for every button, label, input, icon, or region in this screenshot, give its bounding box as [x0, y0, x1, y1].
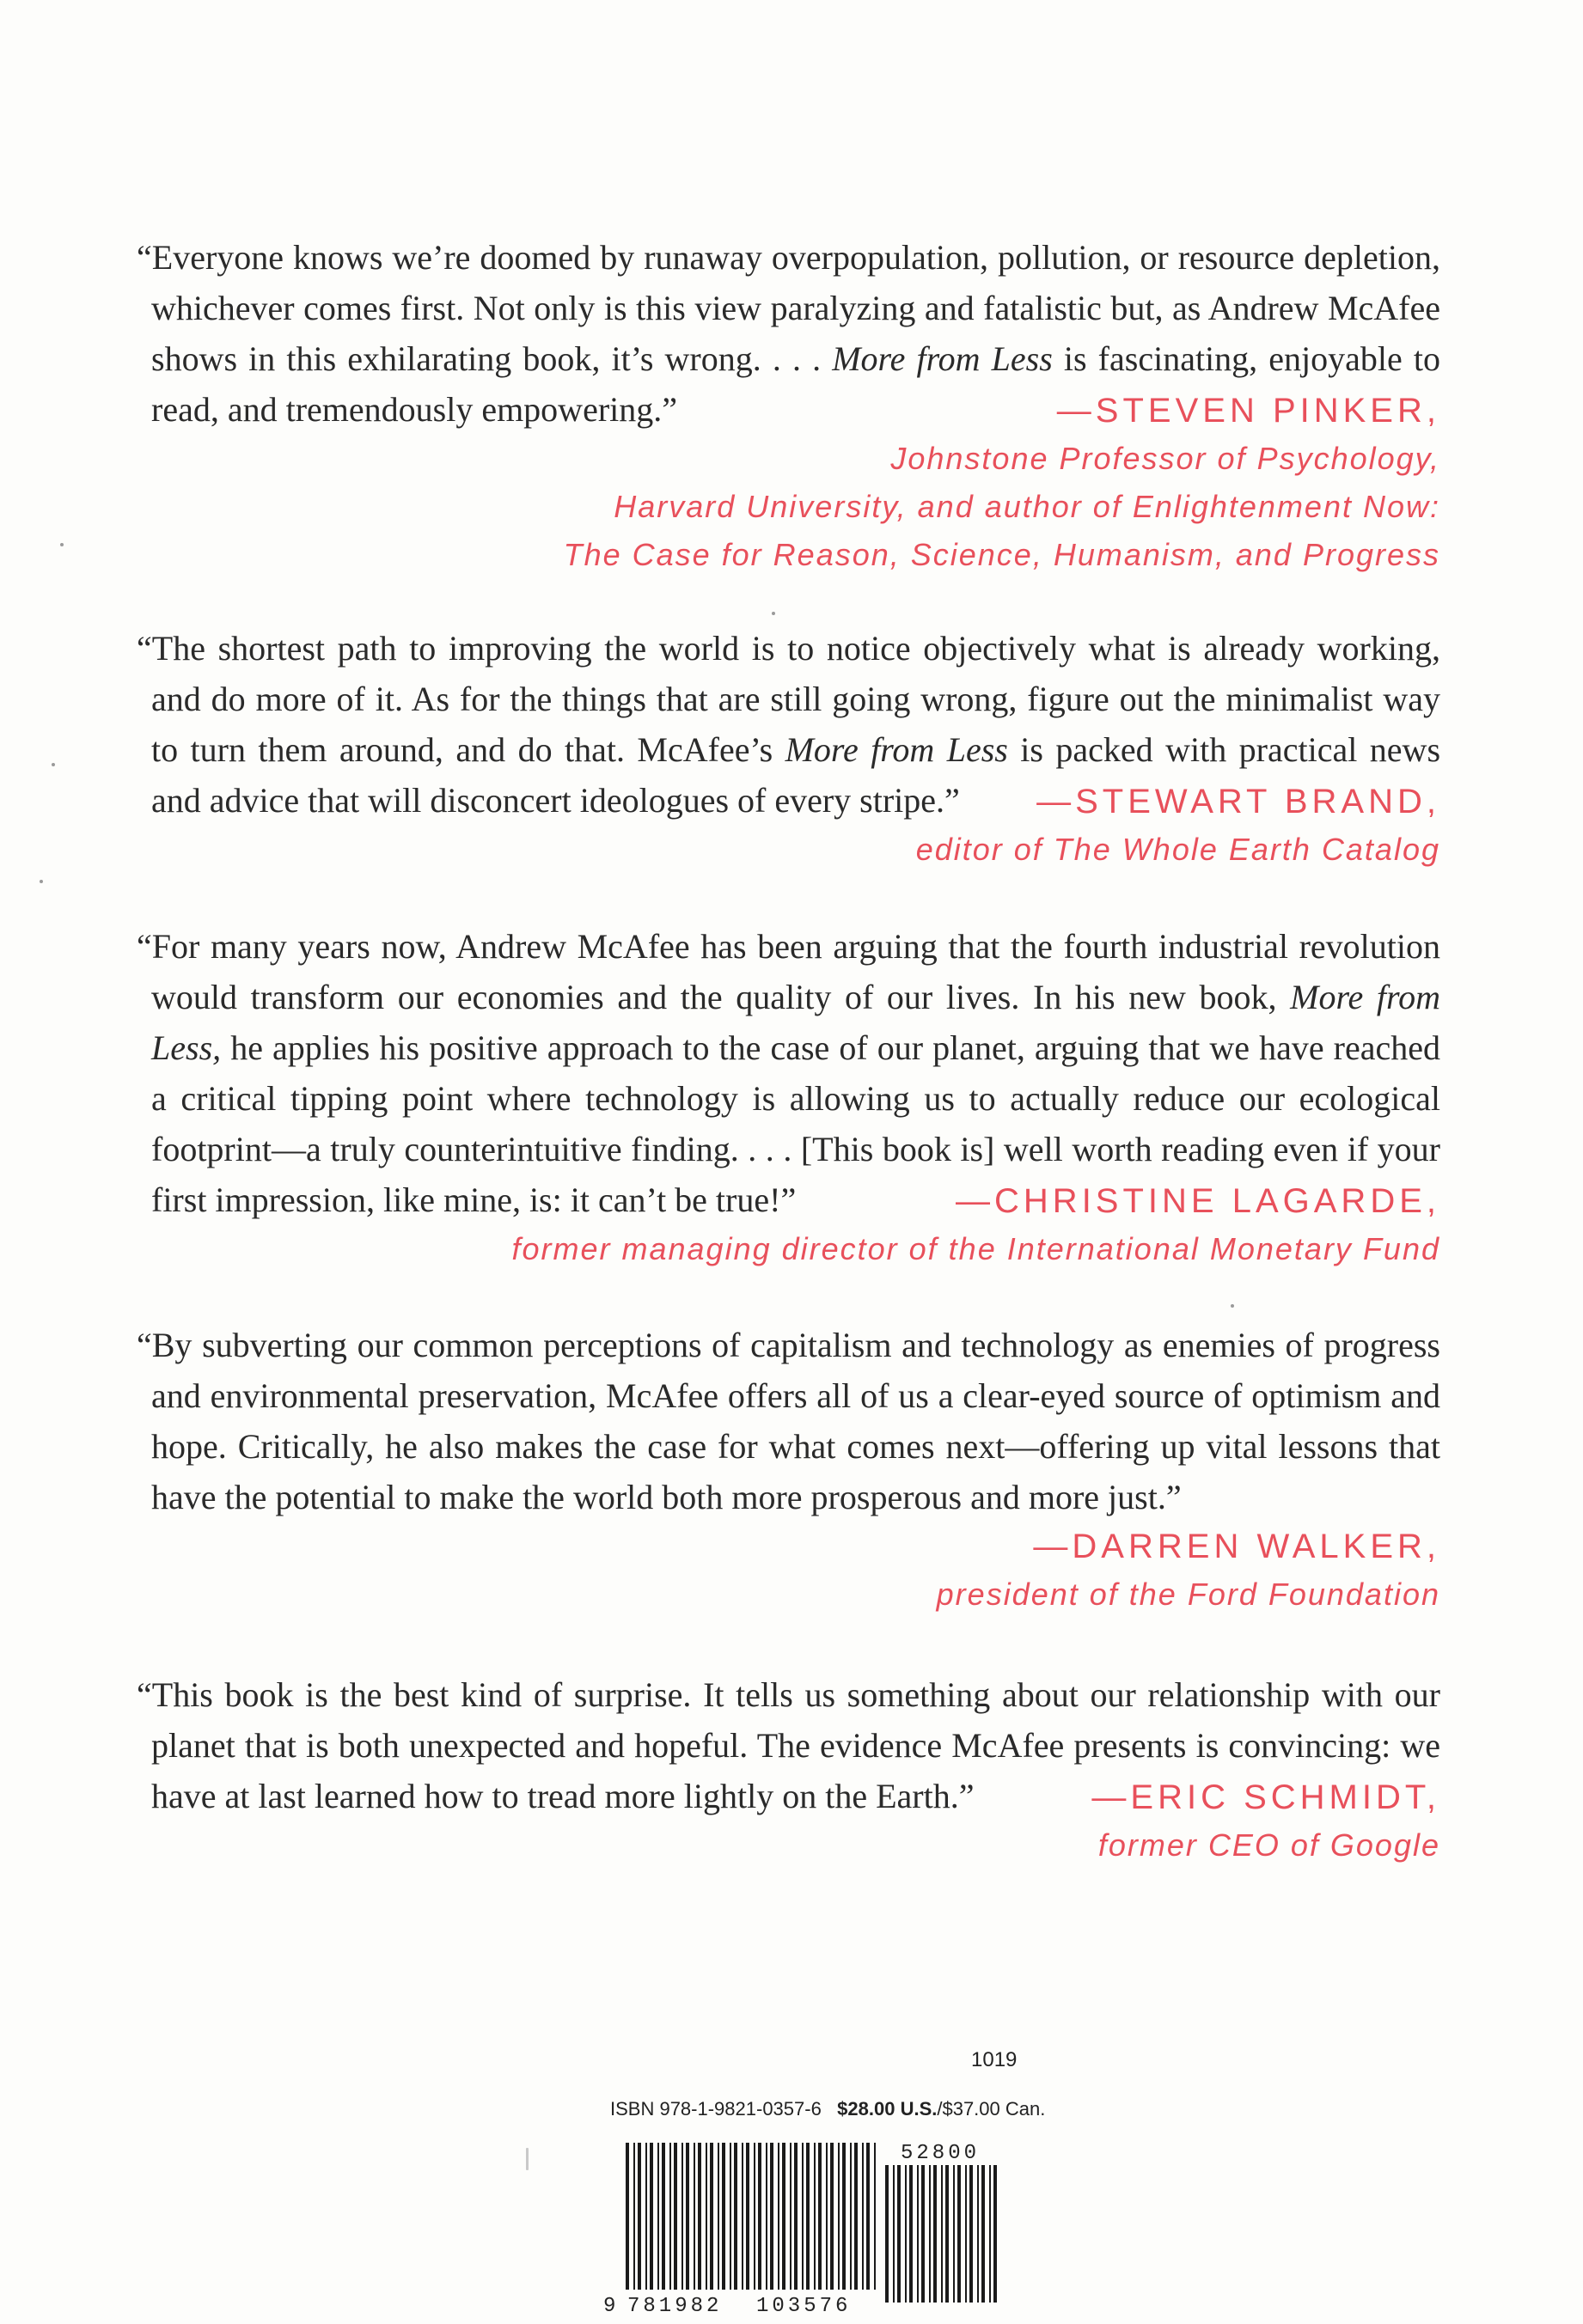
- barcode-bar: [933, 2165, 937, 2303]
- barcode-bar: [802, 2143, 804, 2290]
- attribution-name: —STEVEN PINKER,: [1056, 392, 1440, 430]
- barcode-bar: [657, 2143, 659, 2290]
- attribution-title: Johnstone Professor of Psychology,: [890, 441, 1440, 476]
- blurb-quote: “The shortest path to improving the world is to notice objectively what is already working, and do more of it. As for the things that are still going wrong, figure out the minimalist way to turn them around, and do that. McAfee’s More from Less is packed with practical news and advice that will disconcert ideologues of every stripe.”: [137, 629, 1441, 820]
- book-title-italic: More from Less,: [151, 978, 1440, 1067]
- attribution-title: former CEO of Google: [1097, 1827, 1440, 1863]
- barcode-bar: [698, 2143, 701, 2290]
- barcode-bar: [854, 2143, 858, 2290]
- barcode-bar: [893, 2165, 895, 2303]
- barcode-bar: [909, 2165, 913, 2303]
- barcode-digits-right: 103576: [756, 2295, 852, 2315]
- attribution-name: —ERIC SCHMIDT,: [1091, 1778, 1440, 1816]
- scan-speck: [526, 2148, 529, 2170]
- barcode-bar: [718, 2143, 719, 2290]
- barcode-bar: [645, 2143, 647, 2290]
- barcode-bar: [905, 2165, 907, 2303]
- barcode-bar: [993, 2165, 997, 2303]
- barcode-bar: [638, 2143, 641, 2290]
- scan-speck: [52, 763, 55, 766]
- blurb-stewart-brand: [137, 623, 1441, 874]
- barcode-bar: [770, 2143, 773, 2290]
- barcode-bar: [686, 2143, 689, 2290]
- isbn-barcode: [602, 2139, 1005, 2315]
- attribution-name: —DARREN WALKER,: [1033, 1528, 1440, 1565]
- blurb-quote: “For many years now, Andrew McAfee has been arguing that the fourth industrial revolution would transform our economies and the quality of our lives. In his new book, More from Less, he applies his positive approach to the case of our planet, arguing that we have reached a critical tipping point where technology is allowing us to actually reduce our ecological footprint—a truly counterintuitive finding. . . . [This book is] well worth reading even if your first impression, like mine, is: it can’t be true!”: [137, 927, 1440, 1219]
- barcode-bar: [981, 2165, 985, 2303]
- scan-speck: [772, 612, 775, 615]
- barcode-bar: [746, 2143, 749, 2290]
- blurb-quote: “By subverting our common perceptions of capitalism and technology as enemies of progress and environmental preservation, McAfee offers all of us a clear-eyed source of optimism and hope. Critically, he also makes the case for what comes next—offering up vital lessons that have the potential to make the world both more prosperous and more just.”: [137, 1326, 1440, 1516]
- barcode-bar: [633, 2143, 635, 2290]
- barcode-bar: [957, 2165, 961, 2303]
- barcode-bar: [710, 2143, 713, 2290]
- scan-speck: [60, 543, 64, 546]
- attribution-title: president of the Ford Foundation: [936, 1577, 1440, 1612]
- barcode-bar: [838, 2143, 840, 2290]
- barcode-bar: [953, 2165, 955, 2303]
- blurb-quote: “Everyone knows we’re doomed by runaway overpopulation, pollution, or resource depletion, whichever comes first. Not only is this view paralyzing and fatalistic but, as Andrew McAfee shows in this exhilarating book, it’s wrong. . . . More from Less is fascinating, enjoyable to read, and tremendously empowering.”: [137, 238, 1440, 429]
- blurb-attribution: [151, 1522, 1440, 1619]
- barcode-bar: [989, 2165, 991, 2303]
- barcode-bar: [790, 2143, 792, 2290]
- barcode-bar: [662, 2143, 665, 2290]
- blurb-eric-schmidt: [137, 1669, 1440, 1870]
- barcode-bar: [965, 2165, 967, 2303]
- attribution-title: The Case for Reason, Science, Humanism, and Progress: [563, 537, 1440, 572]
- attribution-name: —STEWART BRAND,: [1036, 783, 1440, 820]
- barcode-bar: [782, 2143, 785, 2290]
- barcode-bar: [969, 2165, 973, 2303]
- barcode-addon-digits: 52800: [901, 2142, 981, 2165]
- isbn-price-line: [610, 2098, 1045, 2120]
- barcode-bar: [694, 2143, 695, 2290]
- barcode-bar: [885, 2165, 889, 2303]
- barcode-bar: [897, 2165, 901, 2303]
- isbn-text: ISBN 978-1-9821-0357-6: [610, 2098, 822, 2120]
- book-title-italic: More from Less: [832, 339, 1053, 378]
- attribution-name: —CHRISTINE LAGARDE,: [956, 1182, 1440, 1220]
- barcode-bar: [754, 2143, 755, 2290]
- barcode-bar: [669, 2143, 671, 2290]
- barcode-bar: [706, 2143, 707, 2290]
- barcode-bar: [794, 2143, 798, 2290]
- blurb-quote: “This book is the best kind of surprise. It tells us something about our relationship with our planet that is both unexpected and hopeful. The evidence McAfee presents is convincing: we have at last learned how to tread more lightly on the Earth.”: [137, 1675, 1440, 1815]
- barcode-bar: [818, 2143, 822, 2290]
- barcode-bar: [806, 2143, 810, 2290]
- barcode-bar: [758, 2143, 761, 2290]
- barcode-bar: [674, 2143, 677, 2290]
- price-us: $28.00 U.S.: [837, 2098, 938, 2120]
- barcode-bar: [850, 2143, 852, 2290]
- attribution-title: former managing director of the International Monetary Fund: [511, 1231, 1440, 1266]
- barcode-bar: [730, 2143, 731, 2290]
- barcode-digits-left: 781982: [627, 2295, 723, 2315]
- barcode-bar: [945, 2165, 949, 2303]
- scan-speck: [40, 880, 43, 883]
- barcode-bar: [862, 2143, 864, 2290]
- barcode-bar: [874, 2143, 876, 2290]
- barcode-bar: [917, 2165, 919, 2303]
- barcode-bar: [734, 2143, 737, 2290]
- barcode-bar: [826, 2143, 828, 2290]
- barcode-bar: [650, 2143, 653, 2290]
- barcode-bar: [941, 2165, 943, 2303]
- barcode-lead-digit: 9: [603, 2295, 616, 2315]
- barcode-bar: [842, 2143, 846, 2290]
- barcode-bar: [977, 2165, 979, 2303]
- blurb-darren-walker: [137, 1320, 1440, 1619]
- barcode-bar: [766, 2143, 767, 2290]
- blurb-christine-lagarde: [137, 921, 1440, 1273]
- attribution-title: editor of The Whole Earth Catalog: [915, 832, 1440, 867]
- barcode-bar: [929, 2165, 931, 2303]
- barcode-bar: [742, 2143, 743, 2290]
- publisher-code: 1019: [971, 2048, 1018, 2071]
- barcode-bars-main: [626, 2143, 876, 2290]
- barcode-bar: [830, 2143, 834, 2290]
- barcode-bar: [722, 2143, 725, 2290]
- barcode-bars-addon: [885, 2165, 997, 2303]
- barcode-bar: [626, 2143, 629, 2290]
- attribution-title: Harvard University, and author of Enlightenment Now:: [614, 489, 1440, 524]
- barcode-bar: [921, 2165, 925, 2303]
- barcode-bar: [814, 2143, 816, 2290]
- blurb-steven-pinker: [137, 232, 1440, 579]
- barcode-bar: [778, 2143, 779, 2290]
- barcode-bar: [681, 2143, 683, 2290]
- scan-speck: [1231, 1304, 1234, 1308]
- barcode-bar: [866, 2143, 870, 2290]
- book-title-italic: More from Less: [785, 730, 1008, 769]
- price-can: /$37.00 Can.: [937, 2098, 1046, 2120]
